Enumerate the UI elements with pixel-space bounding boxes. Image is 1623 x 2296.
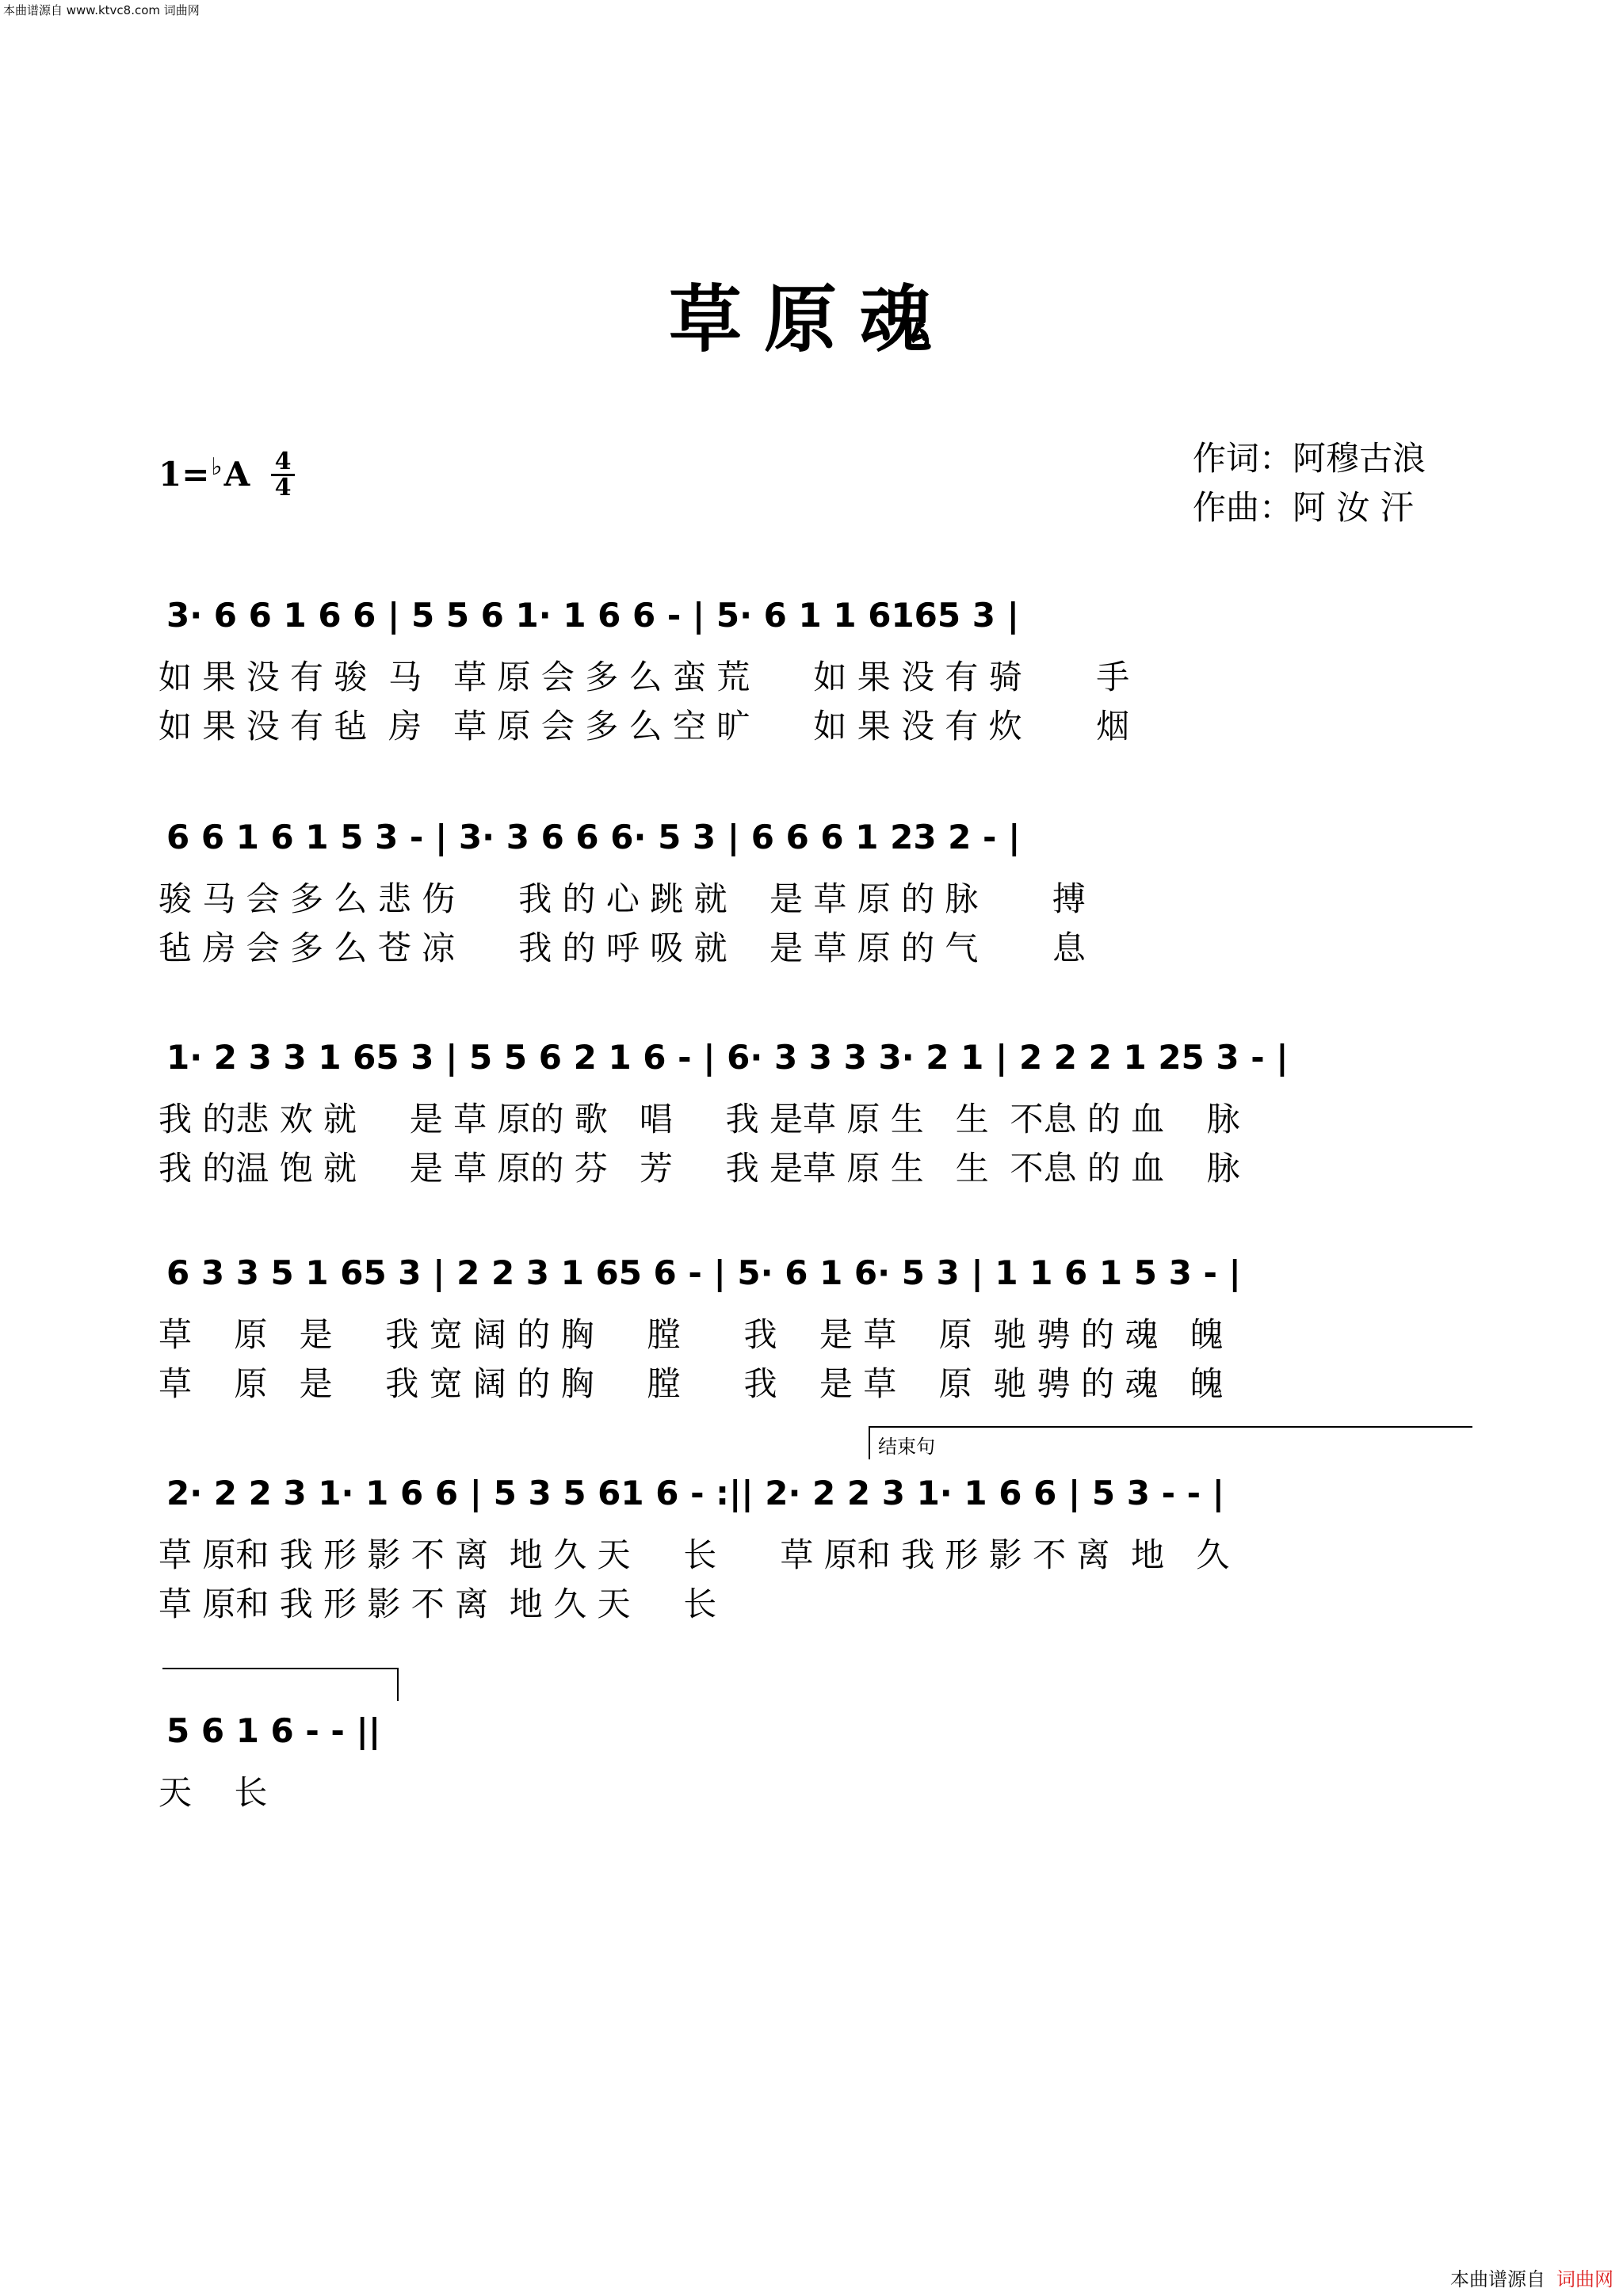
notation-text: 5 6 1 6 - - || <box>166 1711 381 1750</box>
ending-bracket <box>869 1426 1472 1459</box>
time-signature-upper: 4 <box>274 448 292 475</box>
credits <box>1193 434 1426 532</box>
lyric-verse-1: 草 原 是 我 宽 阔 的 胸 膛 我 是 草 原 驰 骋 的 魂 魄 <box>158 1315 1224 1354</box>
key-prefix: 1= <box>158 455 210 494</box>
lyric-verse-1: 骏 马 会 多 么 悲 伤 我 的 心 跳 就 是 草 原 的 脉 搏 <box>158 879 1086 918</box>
notation-text: 3· 6 6 1 6 6 | 5 5 6 1· 1 6 6 - | 5· 6 1 1 6165 3 | <box>166 596 1019 635</box>
footer-brand[interactable]: 词曲网 <box>1556 2268 1613 2290</box>
lyric-verse-1: 天 长 <box>158 1773 268 1812</box>
page-title: 草原魂 <box>668 277 954 362</box>
lyricist: 作词：阿穆古浪 <box>1193 439 1426 478</box>
lyric-verse-2: 我 的温 饱 就 是 草 原的 芬 芳 我 是草 原 生 生 不息 的 血 脉 <box>158 1149 1240 1188</box>
notation-text: 1· 2 3 3 1 65 3 | 5 5 6 2 1 6 - | 6· 3 3 3 3· 2 1 | 2 2 2 1 25 3 - | <box>166 1038 1289 1077</box>
time-signature <box>271 450 295 500</box>
lyric-verse-1: 如 果 没 有 骏 马 草 原 会 多 么 蛮 荒 如 果 没 有 骑 手 <box>158 658 1130 696</box>
lyric-verse-2: 草 原和 我 形 影 不 离 地 久 天 长 <box>158 1585 717 1623</box>
flat-sign: ♭ <box>211 453 223 481</box>
ending-bracket-continuation <box>162 1668 399 1701</box>
time-signature-lower: 4 <box>274 474 292 502</box>
lyric-verse-2: 如 果 没 有 毡 房 草 原 会 多 么 空 旷 如 果 没 有 炊 烟 <box>158 707 1130 746</box>
composer: 作曲：阿 汝 汗 <box>1193 488 1414 527</box>
ending-label: 结束句 <box>878 1436 935 1458</box>
footer-watermark <box>1450 2264 1613 2291</box>
lyric-verse-1: 草 原和 我 形 影 不 离 地 久 天 长 草 原和 我 形 影 不 离 地 久 <box>158 1535 1230 1574</box>
notation-text: 6 6 1 6 1 5 3 - | 3· 3 6 6 6· 5 3 | 6 6 6 1 23 2 - | <box>166 818 1021 856</box>
notation-text: 2· 2 2 3 1· 1 6 6 | 5 3 5 61 6 - :|| 2· 2 2 3 1· 1 6 6 | 5 3 - - | <box>166 1474 1225 1512</box>
footer-source: 本曲谱源自 <box>1450 2268 1545 2290</box>
watermark-top: 本曲谱源自 www.ktvc8.com 词曲网 <box>3 3 200 17</box>
lyric-verse-2: 草 原 是 我 宽 阔 的 胸 膛 我 是 草 原 驰 骋 的 魂 魄 <box>158 1364 1224 1403</box>
lyric-verse-1: 我 的悲 欢 就 是 草 原的 歌 唱 我 是草 原 生 生 不息 的 血 脉 <box>158 1100 1240 1138</box>
key-tonic: A <box>223 455 250 494</box>
notation-text: 6 3 3 5 1 65 3 | 2 2 3 1 65 6 - | 5· 6 1 6· 5 3 | 1 1 6 1 5 3 - | <box>166 1253 1241 1292</box>
lyric-verse-2: 毡 房 会 多 么 苍 凉 我 的 呼 吸 就 是 草 原 的 气 息 <box>158 929 1086 967</box>
key-signature <box>158 453 250 494</box>
